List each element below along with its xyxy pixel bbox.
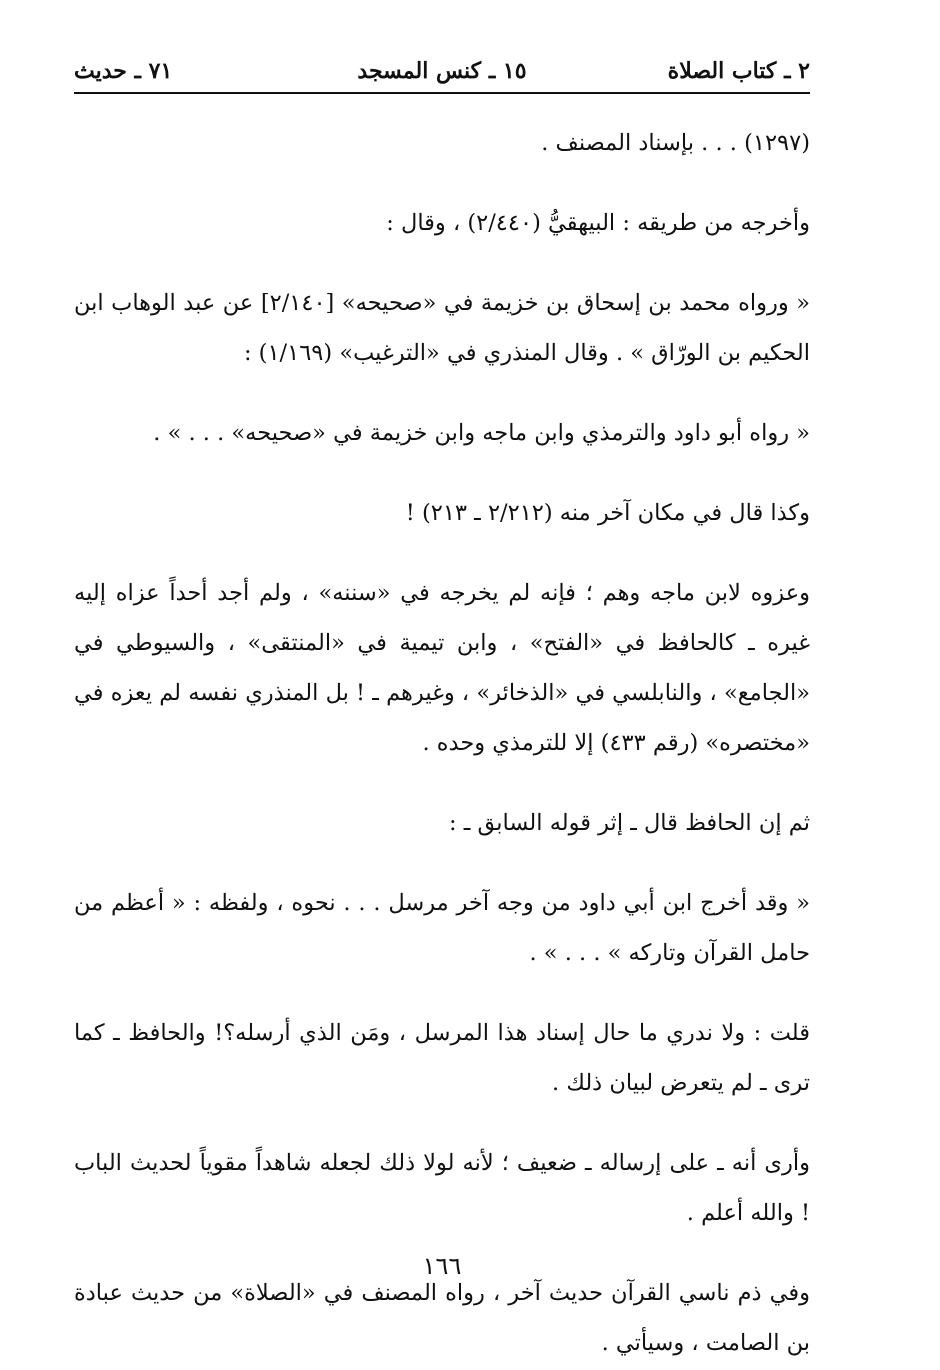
- body-text: [74, 118, 810, 1368]
- paragraph-6: وعزوه لابن ماجه وهم ؛ فإنه لم يخرجه في «سننه» ، ولم أجد أحداً عزاه إليه غيره ـ كالحافظ في «الفتح» ، وابن تيمية في «المنتقى» ، والسيوطي في «الجامع» ، والنابلسي في «الذخائر» ، وغيرهم ـ ! بل المنذري نفسه لم يعزه في «مختصره» (رقم ٤٣٣) إلا للترمذي وحده .: [74, 580, 810, 756]
- running-header: [74, 52, 810, 94]
- paragraph-4: « رواه أبو داود والترمذي وابن ماجه وابن خزيمة في «صحيحه» . . . » .: [153, 420, 810, 446]
- header-hadith-number: ٧١ ـ حديث: [74, 58, 173, 84]
- paragraph-9: قلت : ولا ندري ما حال إسناد هذا المرسل ، ومَن الذي أرسله؟! والحافظ ـ كما ترى ـ لم يتعرض لبيان ذلك .: [74, 1020, 810, 1096]
- paragraph-5: وكذا قال في مكان آخر منه (٢/٢١٢ ـ ٢١٣) !: [405, 500, 810, 526]
- paragraph-8: « وقد أخرج ابن أبي داود من وجه آخر مرسل . . . نحوه ، ولفظه : « أعظم من حامل القرآن وتاركه » . . . » .: [74, 890, 810, 966]
- header-chapter-title: ١٥ ـ كنس المسجد: [357, 58, 527, 84]
- header-book-title: ٢ ـ كتاب الصلاة: [667, 58, 810, 84]
- paragraph-2: وأخرجه من طريقه : البيهقيُّ (٢/٤٤٠) ، وقال :: [386, 210, 810, 236]
- paragraph-10: وأرى أنه ـ على إرساله ـ ضعيف ؛ لأنه لولا ذلك لجعله شاهداً مقوياً لحديث الباب ! والله أعلم .: [74, 1150, 810, 1226]
- paragraph-1: (١٢٩٧) . . . بإسناد المصنف .: [541, 130, 810, 156]
- book-page: [74, 52, 810, 1356]
- paragraph-11: وفي ذم ناسي القرآن حديث آخر ، رواه المصنف في «الصلاة» من حديث عبادة بن الصامت ، وسيأتي .: [74, 1280, 810, 1356]
- paragraph-3: « ورواه محمد بن إسحاق بن خزيمة في «صحيحه» [٢/١٤٠] عن عبد الوهاب ابن الحكيم بن الورّاق » . وقال المنذري في «الترغيب» (١/١٦٩) :: [74, 290, 810, 366]
- page-number: ١٦٦: [422, 1252, 462, 1280]
- paragraph-7: ثم إن الحافظ قال ـ إثر قوله السابق ـ :: [449, 810, 810, 836]
